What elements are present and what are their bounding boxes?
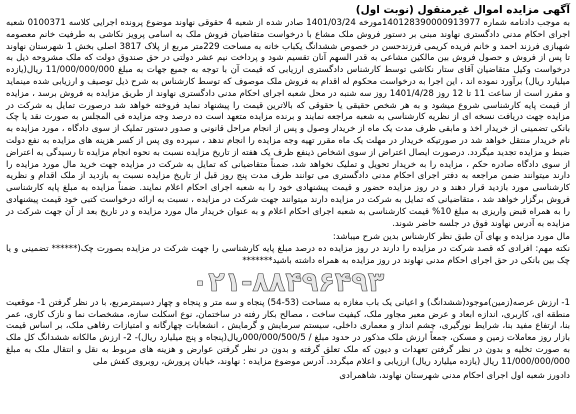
property-description: 1- ارزش عرصه(زمین)موجود(ششدانگ) و اعیانی یک باب مغازه به مساحت (53-54) پنجاه و سه متر و پنجاه و چهار دسیمترمربع، با در نظر گرفتن 1- موقعیت منطقه ای، کاربری، اندازه ابعاد و عرض معبر مجاور ملک، کیفیت ساخت ، مصالح بکار رفته در ساختمان، نوع اسکلت سازه، مشخصات نما و نازک کاری، عمر بنا، ارتفاع مفید بنا، شرایط نورگیری، چشم انداز و معماری داخلی، سیستم سرمایش و گرمایش ، انشعابات چهارگانه و امتیازات رفاهی ملک، بر اساس قیمت بازار روز معاملات زمین و مسکن، جمعاً ارزش ملک مذکور در حدود مبلغ / 000/000/500/5ریال(پنجاه و پنج میلیارد ریال)- 2- ارزش مالکانه ششدانگ کل ملک به صورت تخلیه و بدون در نظر گرفتن تعهدات و دیون که ملک تعلق گرفته و بدون در نظر گرفتن عوارض و هزینه های مربوط به نقل و انتقال ملک به مبلغ 11/000/000/000 ریال (یازده میلیارد ریال) ارزیابی و اعلام میگردد. آدرس موضوع مزایده : نهاوند، خیابان پرورش، روبروی کفش ملی — [6, 297, 570, 367]
important-notice: نکته مهم: افرادی که قصد شرکت در مزایده را دارند در روز مزایده ده درصد مبلغ پایه کارشناسی را جهت شرکت در مزایده بصورت چک(****** تضمینی و یا چک بین بانکی در حق اجرای احکام مدنی نهاوند در روز مزایده به همراه داشته باشید******* — [6, 244, 570, 266]
signature-line: دادورز شعبه اول اجرای احکام مدنی شهرستان نهاوند، شاهمرادی — [339, 370, 570, 381]
conditions-heading: مال مورد مزایده و بهای آن طبق نظر کارشناس بدین شرح میباشد: — [332, 232, 570, 243]
phone-number: ۰۲۱-۸۸۴۹۶۴۹۳ — [191, 266, 385, 298]
notice-title: آگهی مزایده اموال غیرمنقول (نوبت اول) — [355, 4, 570, 16]
main-paragraph: به موجب دادنامه شماره 140128390000913977مورخه 1401/03/24 صادر شده از شعبه 4 حقوقی نهاوند موضوع پرونده اجرایی کلاسه 0100371 شعبه اجرای احکام مدنی دادگستری نهاوند مبنی بر دستور فروش ملک مشاع با درخواست متقاضیان فروش ملک به اسامی پرویز نکاشی به طرفیت خانم معصومه شهبازی فرزند احمد و خانم فریده کریمی فرزندحسن در خصوص ششدانگ یکباب خانه به مساحت 229متر مربع از پلاک 3817 اصلی بخش 1 شهرستان نهاوند تا پس از فروش و حصول فروش بین مالکین مشاعی به قدر السهم آنان تقسیم شود و پرداخت نیم عشر دولتی در حق صندوق دولت که ملک مشروحه ذیل به درخواست وکیل متقاضیان آقای ستار نکاشی توسط کارشناس دادگستری ارزیابی که قیمت آن با توجه به جمیع جهات به مبلغ 11/000/000/000 ریال(یازده میلیارد ریال) برآورد نموده اند ، این اجرا به درخواست محکوم له اقدام به فروش ملک موصوف که توسط کارشناس به شرح ذیل توصیف و ارزیابی شده مینماید و مقرر است از ساعت 11 تا 12 روز 1401/4/28 روز سه شنبه در محل شعبه اجرای احکام مدنی دادگستری نهاوند از طریق مزایده به فروش برسد ، مزایده از قیمت پایه کارشناسی شروع میشود و به هر شخص حقیقی یا حقوقی که بالاترین قیمت را پیشنهاد نماید فروخته خواهد شد درصورت تمایل به شرکت در مزایده جهت دریافت نسخه ای از نظریه کارشناسی به شعبه مراجعه نمایند و برنده مزایده متعهد است ده درصد وجه مزایده فی المجلس به صورت نقد یا چک بانکی تضمینی از خریدار اخذ و مابقی ظرف مدت یک ماه از خریدار وصول و پس از انجام مراحل قانونی و صدور دستور تملیک از سوی دادگاه ، مورد مزایده به نام خریدار منتقل خواهد شد در صورتیکه خریدار در مهلت یک ماه مقرر تهیه وجه مزایده را انجام ندهد ، سپرده وی پس از کسر هزینه های مزایده به نفع دولت ضبط و مزایده تجدید میگردد. درصورت ایصال اعتراض از سوی اشخاص ذینفع ظرف یک هفته از تاریخ مزایده نسبت به نحوه انجام مزایده تا رسیدگی به اعتراض از سوی دادگاه صادره حکم ، مزایده را به خریدار تحویل و تملیک نخواهد شد، ضمناً متقاضیانی که تمایل به شرکت در مزایده جهت خرید مال مورد مزایده را دارند میتوانند ضمن مراجعه به دفتر اجرای احکام مدنی دادگستری می توانند ظرف مدت پنج روز قبل از تاریخ مزایده نسبت به بازدید از ملک اقدام و نظریه کارشناسی مورد بازدید قرار دهند و در روز مزایده حضور و قیمت پیشنهادی خود را به شعبه اجرای احکام اعلام نمایند. ضمناً مزایده به مبلغ پایه کارشناسی فروش برگزار خواهد شد ، متقاضیانی که تمایل به شرکت در مزایده دارند میتوانند جهت شرکت در مزایده ، نسبت به ارائه درخواست کتبی خود قیمت پیشنهادی را به همراه قبض واریزی به مبلغ 10% قیمت کارشناسی به شعبه اجرای احکام اعلام و به عنوان خریدار مال مورد مزایده و در تاریخ بعد از آن جهت شرکت در مزایده به آدرس نهاوند فوق در جلسه حاضر شوند. — [6, 18, 570, 229]
